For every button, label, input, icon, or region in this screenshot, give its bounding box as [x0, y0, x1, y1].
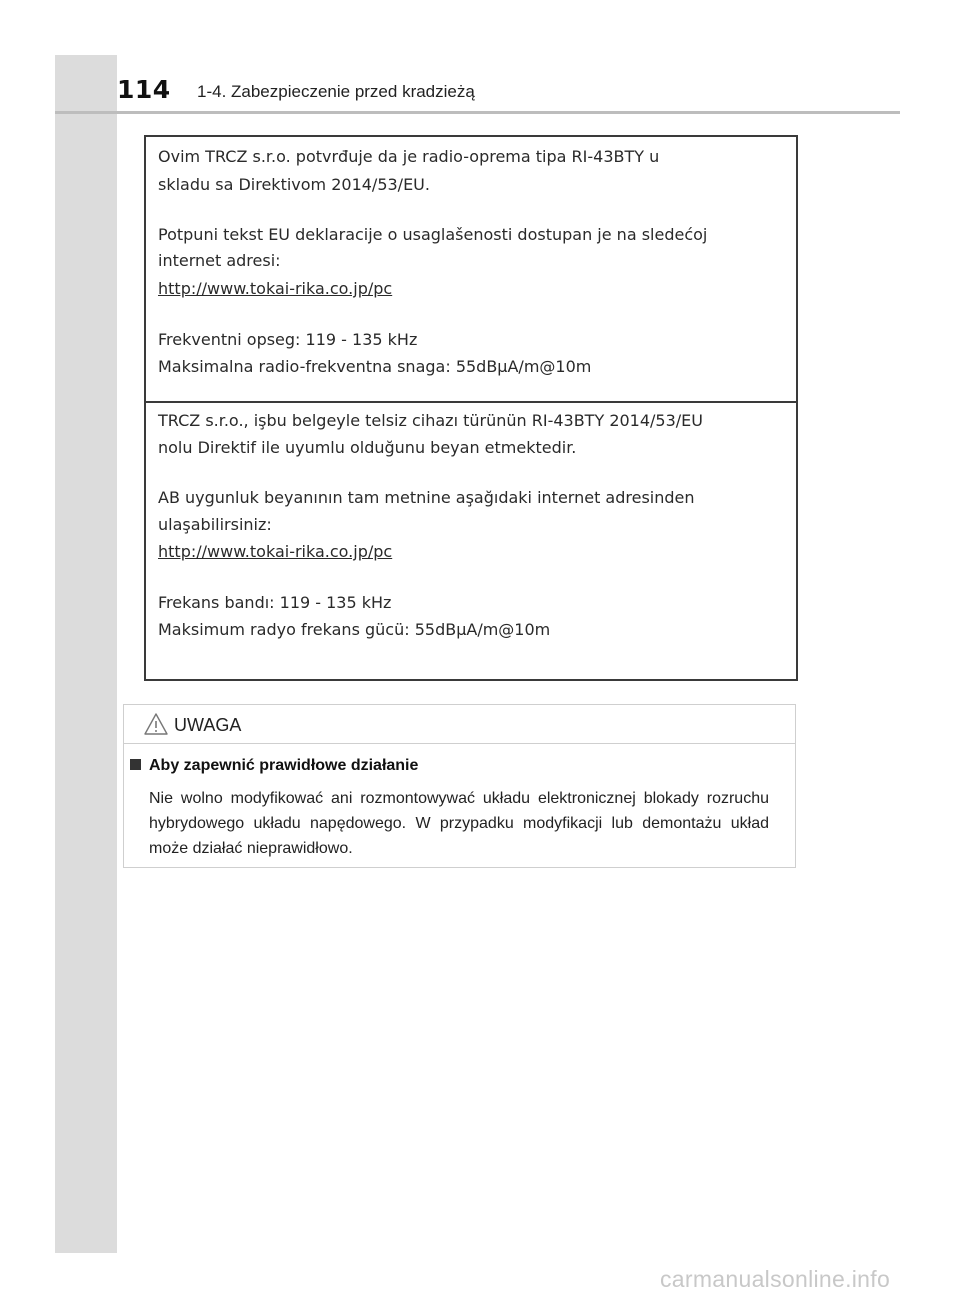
- decl-serbian-line-3: Potpuni tekst EU deklaracije o usaglašenosti dostupan je na sledećoj: [158, 225, 708, 244]
- square-bullet-icon: [130, 759, 141, 770]
- warning-heading: [130, 757, 418, 775]
- decl-serbian-line-1: Ovim TRCZ s.r.o. potvrđuje da je radio-oprema tipa RI-43BTY u: [158, 147, 660, 166]
- warning-triangle-icon: [143, 712, 169, 736]
- decl-turkish-power: Maksimum radyo frekans gücü: 55dBμA/m@10m: [158, 620, 551, 639]
- warning-header: [124, 705, 795, 744]
- decl-turkish-line-3: AB uygunluk beyanının tam metnine aşağıdaki internet adresinden: [158, 488, 695, 507]
- warning-body: Nie wolno modyfikować ani rozmontowywać układu elektronicznej blokady rozruchu hybrydowego układu napędowego. W przypadku modyfikacji lub demontażu układ może działać nieprawidłowo.: [149, 790, 769, 857]
- decl-turkish-line-1: TRCZ s.r.o., işbu belgeyle telsiz cihazı türünün RI-43BTY 2014/53/EU: [158, 411, 703, 430]
- decl-serbian-frequency: Frekventni opseg: 119 - 135 kHz: [158, 330, 418, 349]
- warning-label: UWAGA: [174, 715, 242, 735]
- watermark: carmanualsonline.info: [660, 1266, 891, 1292]
- decl-turkish-line-4: ulaşabilirsiniz:: [158, 515, 272, 534]
- declaration-box: [144, 135, 798, 681]
- declaration-turkish: [146, 401, 796, 679]
- side-band: [55, 55, 117, 1253]
- warning-box: [123, 704, 796, 868]
- decl-turkish-frequency: Frekans bandı: 119 - 135 kHz: [158, 593, 392, 612]
- decl-serbian-link[interactable]: http://www.tokai-rika.co.jp/pc: [158, 279, 393, 298]
- page-header: [117, 55, 900, 113]
- decl-serbian-power: Maksimalna radio-frekventna snaga: 55dBμA/m@10m: [158, 357, 592, 376]
- decl-serbian-line-2: skladu sa Direktivom 2014/53/EU.: [158, 175, 430, 194]
- decl-turkish-link[interactable]: http://www.tokai-rika.co.jp/pc: [158, 542, 393, 561]
- decl-serbian-line-4: internet adresi:: [158, 251, 281, 270]
- declaration-serbian: [146, 137, 796, 399]
- page-number: 114: [117, 75, 171, 104]
- header-divider: [55, 111, 900, 114]
- section-title: 1-4. Zabezpieczenie przed kradzieżą: [197, 82, 475, 101]
- warning-heading-text: Aby zapewnić prawidłowe działanie: [149, 757, 419, 774]
- decl-turkish-line-2: nolu Direktif ile uyumlu olduğunu beyan etmektedir.: [158, 438, 577, 457]
